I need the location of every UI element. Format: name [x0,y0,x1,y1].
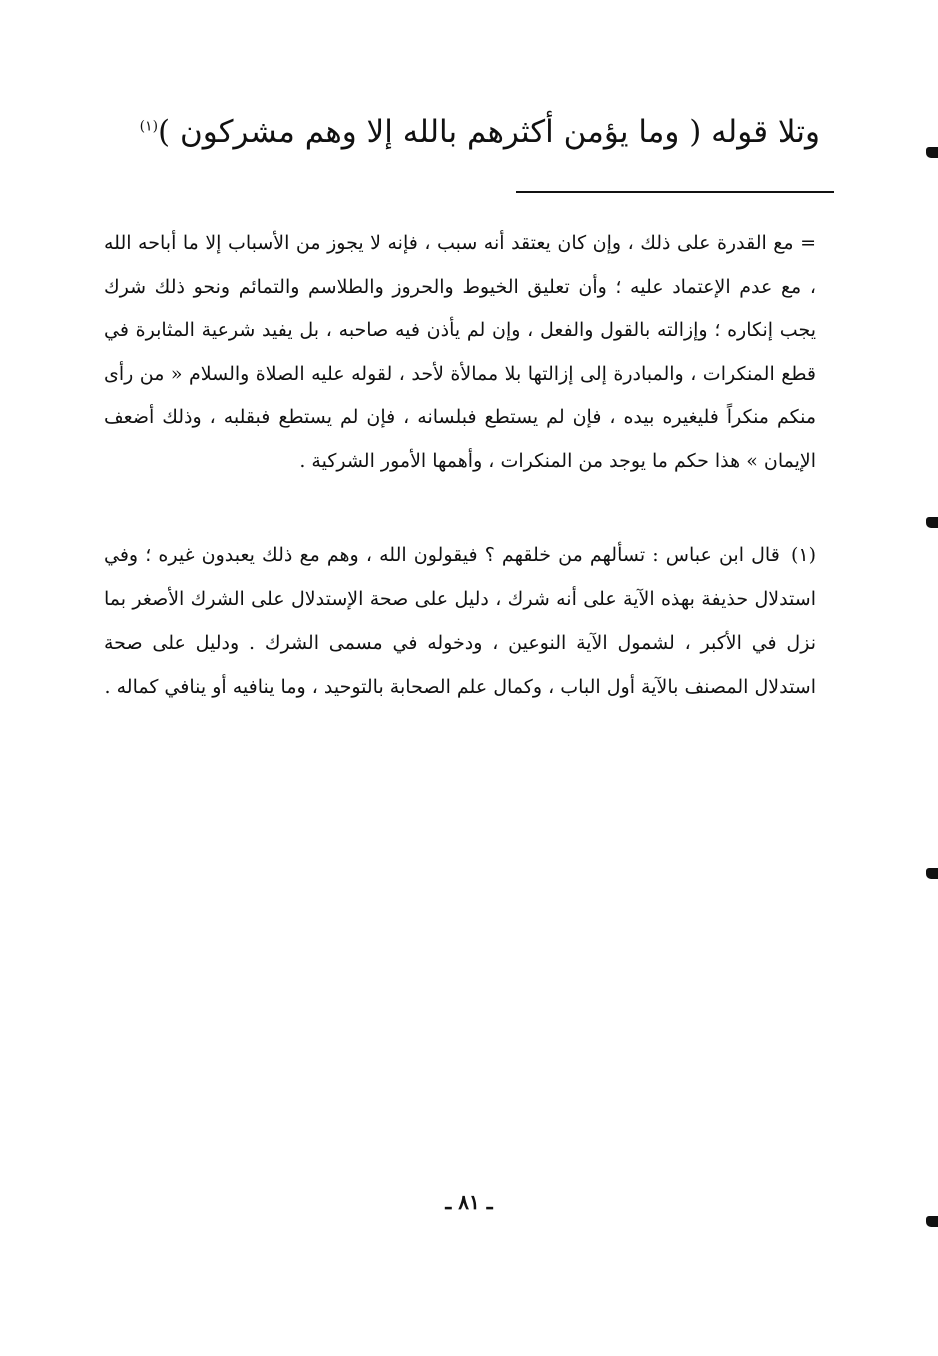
footnote-separator [516,191,834,193]
verse-text: وتلا قوله ( وما يؤمن أكثرهم بالله إلا وهم مشركون ) [158,114,820,150]
footnote-1 [104,533,816,709]
footnote-number: (١) [790,544,816,566]
scan-edge-mark [926,517,938,528]
page-number: ـ ٨١ ـ [445,1190,493,1214]
main-text-line [139,104,820,160]
scan-edge-mark [926,1216,938,1227]
scan-edge-mark [926,868,938,879]
scan-edge-mark [926,147,938,158]
footnote-text: قال ابن عباس : تسألهم من خلقهم ؟ فيقولون الله ، وهم مع ذلك يعبدون غيره ؛ وفي استدلال حذيفة بهذه الآية على أنه شرك ، دليل على صحة الإستدلال على الشرك الأصغر بما نزل في الأكبر ، لشمول الآية النوعين ، ودخوله في مسمى الشرك . ودليل على صحة استدلال المصنف بالآية أول الباب ، وكمال علم الصحابة بالتوحيد ، وما ينافيه أو ينافي كماله . [104,544,816,698]
footnote-marker: (١) [139,118,159,135]
footnote-continuation: = مع القدرة على ذلك ، وإن كان يعتقد أنه سبب ، فإنه لا يجوز من الأسباب إلا ما أباحه الله ، مع عدم الإعتماد عليه ؛ وأن تعليق الخيوط والحروز والطلاسم والتمائم ونحو ذلك شرك يجب إنكاره ؛ وإزالته بالقول والفعل ، وإن لم يأذن فيه صاحبه ، بل يفيد شرعية المثابرة في قطع المنكرات ، والمبادرة إلى إزالتها بلا ممالأة لأحد ، لقوله عليه الصلاة والسلام « من رأى منكم منكراً فليغيره بيده ، فإن لم يستطع فبلسانه ، فإن لم يستطع فبقلبه ، وذلك أضعف الإيمان » هذا حكم ما يوجد من المنكرات ، وأهمها الأمور الشركية . [104,232,816,472]
